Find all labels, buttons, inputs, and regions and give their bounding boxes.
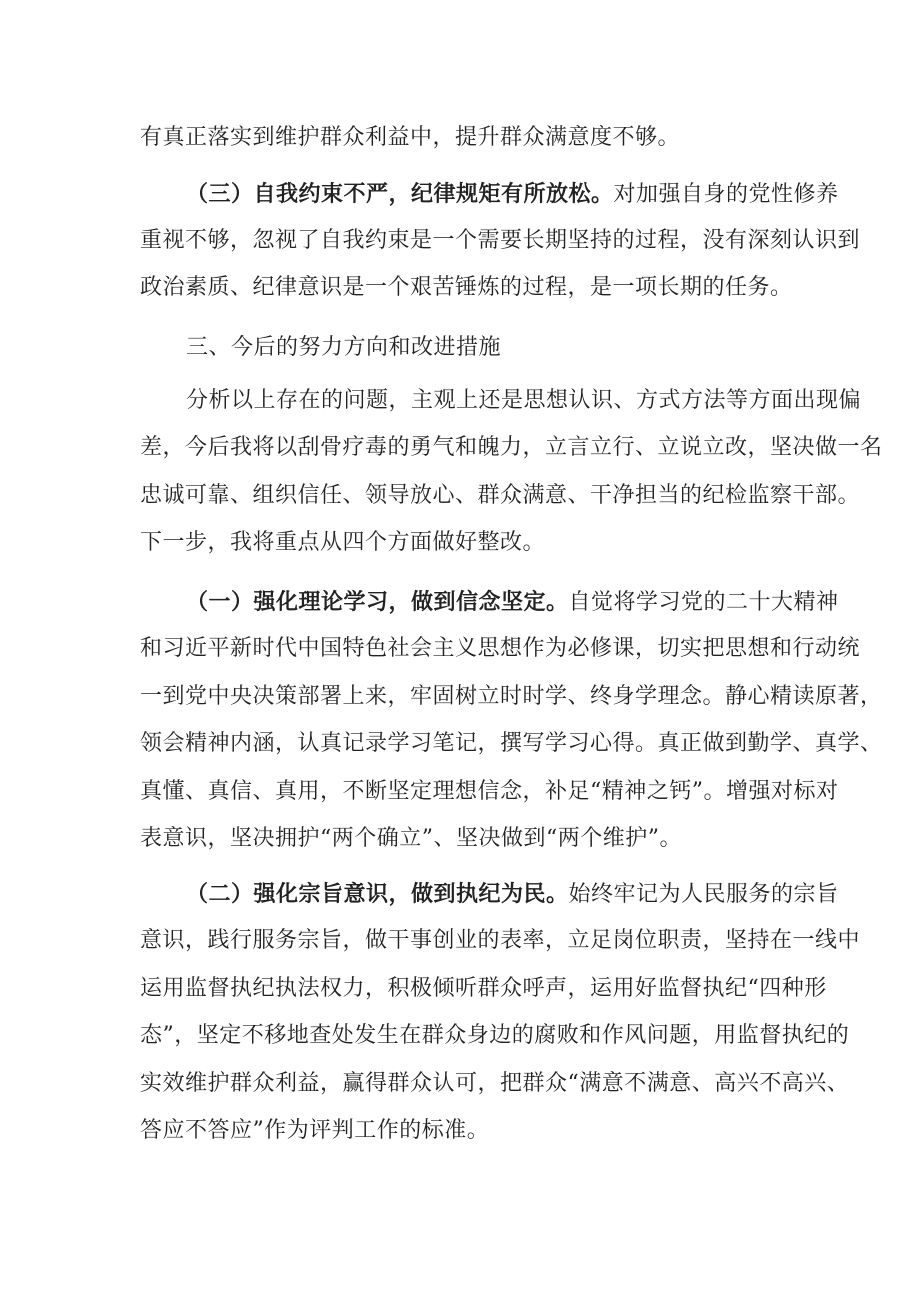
paragraph-line: 态”，坚定不移地查处发生在群众身边的腐败和作风问题，用监督执纪的 (140, 1023, 850, 1048)
paragraph-line: 意识，践行服务宗旨，做干事创业的表率，立足岗位职责，坚持在一线中 (140, 928, 861, 953)
paragraph-text: 自觉将学习党的二十大精神 (568, 590, 839, 615)
paragraph-line: 运用监督执纪执法权力，积极倾听群众呼声，运用好监督执纪“四种形 (140, 976, 827, 1001)
paragraph-line: 差，今后我将以刮骨疗毒的勇气和魄力，立言立行、立说立改，坚决做一名 (140, 435, 883, 460)
paragraph-line (186, 584, 846, 620)
paragraph-line (186, 176, 846, 212)
paragraph-text: 对加强自身的党性修养 (613, 182, 839, 207)
subsection-heading: （三）自我约束不严，纪律规矩有所放松。 (186, 181, 614, 207)
paragraph-line: 有真正落实到维护群众利益中，提升群众满意度不够。 (140, 125, 681, 150)
subsection-heading: （二）强化宗旨意识，做到执纪为民。 (186, 881, 569, 907)
paragraph-line: 忠诚可靠、组织信任、领导放心、群众满意、干净担当的纪检监察干部。 (140, 483, 861, 508)
paragraph-line: 一到党中央决策部署上来，牢固树立时时学、终身学理念。静心精读原著， (140, 684, 883, 709)
paragraph-line: 和习近平新时代中国特色社会主义思想作为必修课，切实把思想和行动统 (140, 636, 861, 661)
paragraph-line: 政治素质、纪律意识是一个艰苦锤炼的过程，是一项长期的任务。 (140, 275, 793, 300)
paragraph-line: 真懂、真信、真用，不断坚定理想信念，补足“精神之钙”。增强对标对 (140, 779, 839, 804)
paragraph-line: 答应不答应”作为评判工作的标准。 (140, 1118, 490, 1143)
paragraph-line: 分析以上存在的问题，主观上还是思想认识、方式方法等方面出现偏 (186, 388, 862, 413)
paragraph-line: 领会精神内涵，认真记录学习笔记，撰写学习心得。真正做到勤学、真学、 (140, 731, 883, 756)
paragraph-line: 表意识，坚决拥护“两个确立”、坚决做到“两个维护”。 (140, 826, 682, 851)
paragraph-line (186, 876, 846, 912)
section-heading: 三、今后的努力方向和改进措施 (186, 335, 502, 360)
paragraph-line: 重视不够，忽视了自我约束是一个需要长期坚持的过程，没有深刻认识到 (140, 228, 861, 253)
paragraph-text: 始终牢记为人民服务的宗旨 (568, 882, 839, 907)
subsection-heading: （一）强化理论学习，做到信念坚定。 (186, 589, 569, 615)
paragraph-line: 下一步，我将重点从四个方面做好整改。 (140, 530, 546, 555)
paragraph-line: 实效维护群众利益，赢得群众认可，把群众“满意不满意、高兴不高兴、 (140, 1071, 850, 1096)
